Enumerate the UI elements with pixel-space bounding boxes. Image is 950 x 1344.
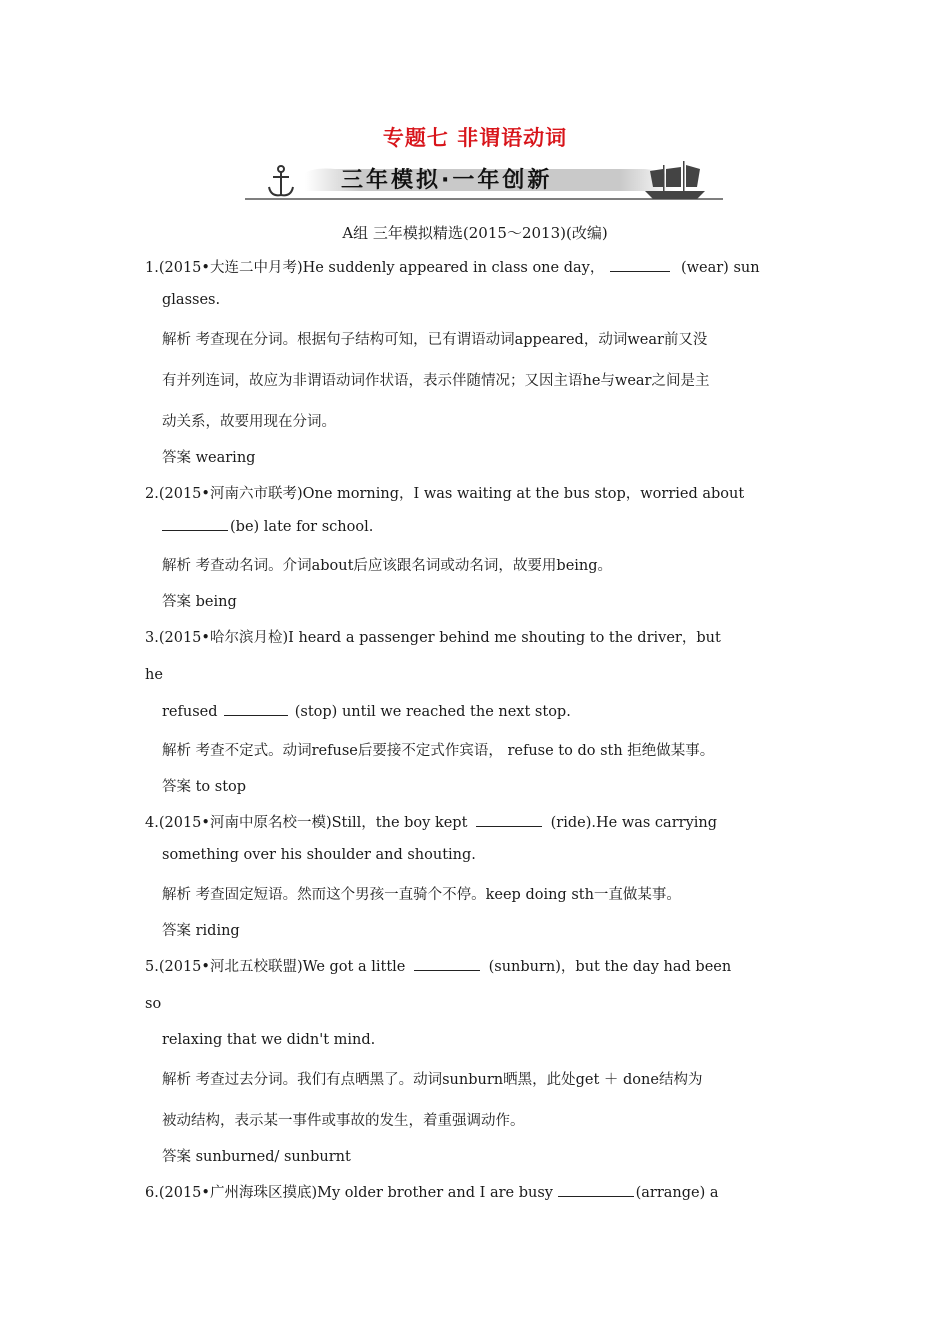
question-3-answer: 答案 to stop bbox=[162, 779, 247, 795]
question-4-answer: 答案 riding bbox=[162, 923, 240, 939]
question-6-text-cont: (arrange) a bbox=[635, 1185, 719, 1201]
question-3-text-cont: (stop) until we reached the next stop. bbox=[290, 704, 571, 720]
question-2-line-2 bbox=[162, 518, 373, 535]
question-2-explanation: 解析 考查动名词。介词about后应该跟名词或动名词，故要用being。 bbox=[162, 558, 613, 574]
question-6-blank[interactable] bbox=[558, 1184, 634, 1197]
ship-icon bbox=[645, 161, 705, 199]
question-3-line-2: he bbox=[145, 667, 163, 683]
page-title: 专题七 非谓语动词 bbox=[382, 126, 568, 150]
question-5-explanation-1: 解析 考查过去分词。我们有点晒黑了。动词sunburn晒黑，此处get ＋ done结构为 bbox=[162, 1072, 703, 1088]
question-2-line-1: 2.(2015•河南六市联考)One morning，I was waiting at the bus stop，worried about bbox=[145, 486, 745, 502]
question-5-line-2: so bbox=[145, 996, 162, 1012]
question-4-text-cont: (ride).He was carrying bbox=[546, 815, 718, 831]
question-4-explanation: 解析 考查固定短语。然而这个男孩一直骑个不停。keep doing sth一直做某事。 bbox=[162, 887, 681, 903]
question-3-text: refused bbox=[162, 704, 223, 720]
group-heading: A组 三年模拟精选(2015～2013)(改编) bbox=[342, 224, 608, 242]
question-5-text-cont: (sunburn)，but the day had been bbox=[483, 959, 732, 975]
question-4-text: 4.(2015•河南中原名校一模)Still，the boy kept bbox=[145, 815, 473, 831]
question-1-text-cont: (wear) sun bbox=[676, 260, 760, 276]
question-3-explanation: 解析 考查不定式。动词refuse后要接不定式作宾语， refuse to do sth 拒绝做某事。 bbox=[162, 743, 715, 759]
anchor-icon bbox=[269, 166, 293, 195]
question-5-answer: 答案 sunburned/ sunburnt bbox=[162, 1149, 351, 1165]
question-3-line-3 bbox=[162, 703, 571, 720]
question-2-text-cont: (be) late for school. bbox=[230, 519, 374, 535]
question-3-line-1: 3.(2015•哈尔滨月检)I heard a passenger behind me shouting to the driver，but bbox=[145, 630, 721, 646]
question-1-text: 1.(2015•大连二中月考)He suddenly appeared in class one day， bbox=[145, 260, 605, 276]
question-6-text: 6.(2015•广州海珠区摸底)My older brother and I are busy bbox=[145, 1185, 558, 1201]
question-1-line-1 bbox=[145, 256, 760, 277]
question-6-line-1 bbox=[145, 1181, 719, 1202]
question-5-line-3: relaxing that we didn't mind. bbox=[162, 1032, 376, 1048]
question-1-explanation-3: 动关系，故要用现在分词。 bbox=[162, 414, 336, 430]
section-banner bbox=[245, 157, 723, 203]
question-5-text: 5.(2015•河北五校联盟)We got a little bbox=[145, 959, 410, 975]
banner-text: 三年模拟·一年创新 bbox=[341, 168, 553, 193]
question-4-blank[interactable] bbox=[476, 814, 542, 827]
question-1-explanation-1: 解析 考查现在分词。根据句子结构可知，已有谓语动词appeared，动词wear前又没 bbox=[162, 332, 708, 348]
question-4-line-2: something over his shoulder and shouting. bbox=[162, 847, 476, 863]
question-1-blank[interactable] bbox=[610, 259, 670, 272]
question-2-blank[interactable] bbox=[162, 518, 228, 531]
question-5-line-1 bbox=[145, 955, 731, 976]
question-1-line-2: glasses. bbox=[162, 292, 221, 308]
question-1-answer: 答案 wearing bbox=[162, 450, 256, 466]
question-4-line-1 bbox=[145, 811, 717, 832]
question-1-explanation-2: 有并列连词，故应为非谓语动词作状语，表示伴随情况；又因主语he与wear之间是主 bbox=[162, 373, 710, 389]
question-5-blank[interactable] bbox=[414, 958, 480, 971]
question-5-explanation-2: 被动结构，表示某一事件或事故的发生，着重强调动作。 bbox=[162, 1113, 525, 1129]
question-2-answer: 答案 being bbox=[162, 594, 237, 610]
question-3-blank[interactable] bbox=[224, 703, 288, 716]
